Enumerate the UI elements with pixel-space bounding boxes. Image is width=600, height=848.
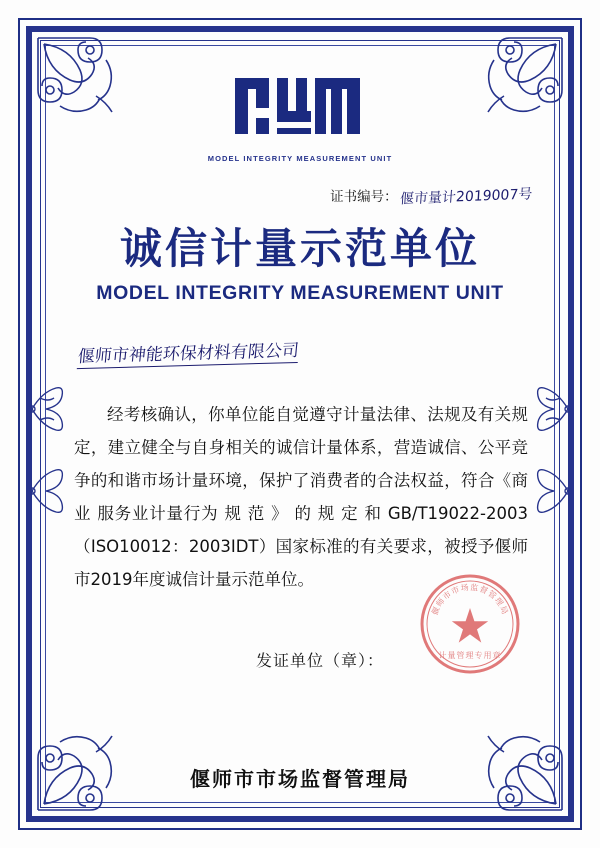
recipient-name: 偃师市神能环保材料有限公司 bbox=[77, 336, 300, 369]
certificate-body-paragraph: 经考核确认，你单位能自觉遵守计量法律、法规及有关规定，建立健全与自身相关的诚信计量体系，营造诚信、公平竞争的和谐市场计量环境，保护了消费者的合法权益，符合《商业 服务业计量行为 规 范 》 的 规 定 和 GB/T19022-2003（ISO10012：2003IDT）国家标准的有关要求，被授予偃师市2019年度诚信计量示范单位。 bbox=[74, 405, 528, 589]
logo-block bbox=[56, 56, 544, 163]
certificate-title-chinese: 诚信计量示范单位 bbox=[119, 224, 480, 273]
issuer-name: 偃师市市场监督管理局 bbox=[190, 767, 410, 791]
logo-caption: MODEL INTEGRITY MEASUREMENT UNIT bbox=[207, 154, 393, 163]
certificate-title-english: MODEL INTEGRITY MEASUREMENT UNIT bbox=[96, 282, 504, 304]
official-seal-stamp bbox=[418, 572, 522, 676]
serial-number-label: 证书编号： bbox=[330, 189, 398, 204]
measurement-unit-logo-icon bbox=[56, 70, 544, 147]
serial-number-row bbox=[56, 185, 544, 206]
signature-label: 发证单位（章）： bbox=[255, 651, 384, 670]
certificate-body bbox=[56, 398, 544, 596]
recipient-row bbox=[56, 305, 544, 366]
serial-number-value: 偃市量计2019007号 bbox=[399, 186, 533, 208]
certificate-content bbox=[56, 56, 544, 792]
seal-bottom-text: 计量管理专用章 bbox=[438, 651, 502, 660]
seal-top-text: 偃师市市场监督管理局 bbox=[430, 582, 510, 617]
